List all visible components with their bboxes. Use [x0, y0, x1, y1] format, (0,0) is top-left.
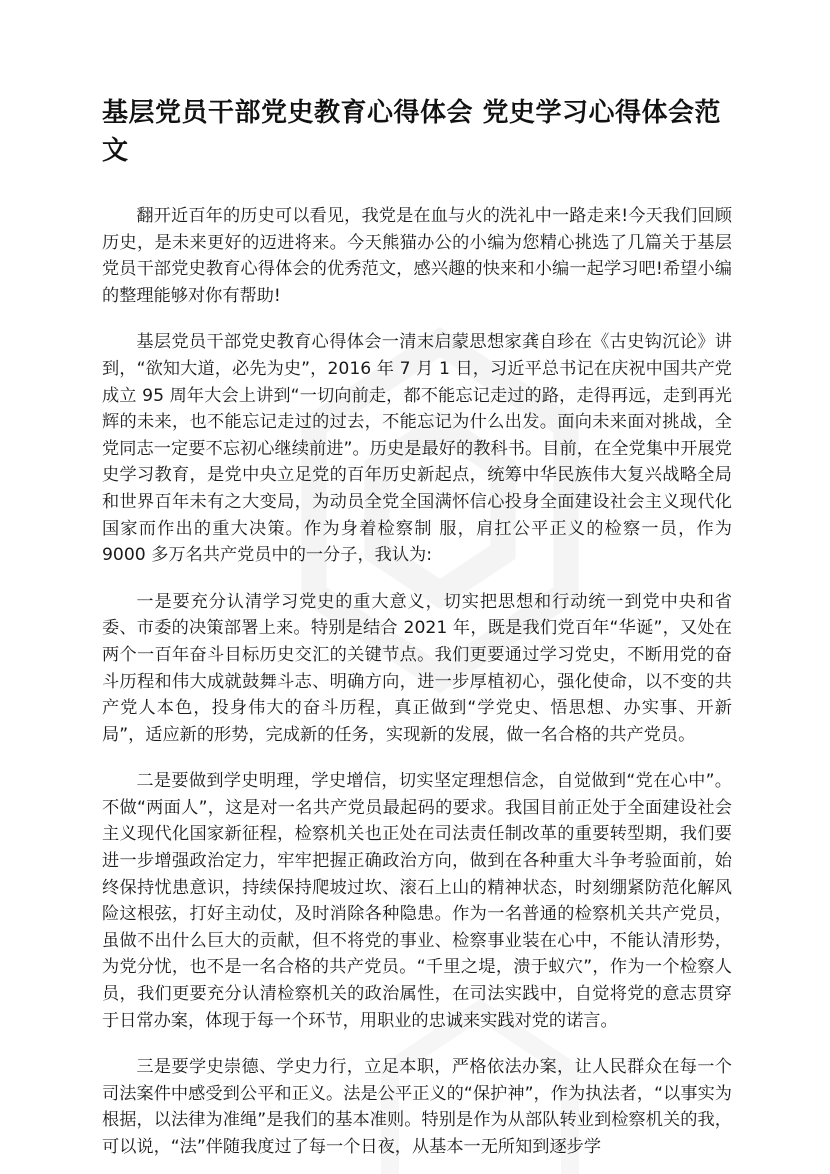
- paragraph-point-three: 三是要学史崇德、学史力行，立足本职，严格依法办案，让人民群众在每一个司法案件中感受到公平和正义。法是公平正义的“保护神”，作为执法者，“以事实为根据，以法律为准绳”是我们的基本准则。特别是作为从部队转业到检察机关的我，可以说，“法”伴随我度过了每一个日夜，从基本一无所知到逐步学: [102, 1057, 732, 1157]
- paragraph-essay-opening: 基层党员干部党史教育心得体会一清末启蒙思想家龚自珍在《古史钩沉论》讲到，“欲知大道，必先为史”，2016 年 7 月 1 日，习近平总书记在庆祝中国共产党成立 95 周年大会上讲到“一切向前走，都不能忘记走过的路，走得再远，走到再光辉的未来，也不能忘记走过的过去，不能忘记为什么出发。面向未来面对挑战，全党同志一定要不忘初心继续前进”。历史是最好的教科书。目前，在全党集中开展党史学习教育，是党中央立足党的百年历史新起点，统筹中华民族伟大复兴战略全局和世界百年未有之大变局，为动员全党全国满怀信心投身全面建设社会主义现代化国家而作出的重大决策。作为身着检察制 服，肩扛公平正义的检察一员，作为 9000 多万名共产党员中的一分子，我认为:: [102, 332, 732, 566]
- paragraph-point-one: 一是要充分认清学习党史的重大意义，切实把思想和行动统一到党中央和省委、市委的决策部署上来。特别是结合 2021 年，既是我们党百年“华诞”，又处在两个一百年奋斗目标历史交汇的关键节点。我们更要通过学习党史，不断用党的奋斗历程和伟大成就鼓舞斗志、明确方向，进一步厚植初心，强化使命，以不变的共产党人本色，投身伟大的奋斗历程，真正做到“学党史、悟思想、办实事、开新局”，适应新的形势，完成新的任务，实现新的发展，做一名合格的共产党员。: [102, 591, 732, 745]
- paragraph-point-two: 二是要做到学史明理，学史增信，切实坚定理想信念，自觉做到“党在心中”。不做“两面人”，这是对一名共产党员最起码的要求。我国目前正处于全面建设社会主义现代化国家新征程，检察机关也正处在司法责任制改革的重要转型期，我们要进一步增强政治定力，牢牢把握正确政治方向，做到在各种重大斗争考验面前，始终保持忧患意识，持续保持爬坡过坎、滚石上山的精神状态，时刻绷紧防范化解风险这根弦，打好主动仗，及时消除各种隐患。作为一名普通的检察机关共产党员，虽做不出什么巨大的贡献，但不将党的事业、检察事业装在心中，不能认清形势，为党分忧，也不是一名合格的共产党员。“千里之堤，溃于蚁穴”，作为一个检察人员，我们更要充分认清检察机关的政治属性，在司法实践中，自觉将党的意志贯穿于日常办案，体现于每一个环节，用职业的忠诚来实践对党的诺言。: [102, 771, 732, 1031]
- document-title: 基层党员干部党史教育心得体会 党史学习心得体会范文: [102, 98, 722, 166]
- paragraph-intro: 翻开近百年的历史可以看见，我党是在血与火的洗礼中一路走来!今天我们回顾历史，是未来更好的迈进将来。今天熊猫办公的小编为您精心挑选了几篇关于基层党员干部党史教育心得体会的优秀范文，感兴趣的快来和小编一起学习吧!希望小编的整理能够对你有帮助!: [102, 206, 732, 306]
- document-body: [102, 203, 732, 1174]
